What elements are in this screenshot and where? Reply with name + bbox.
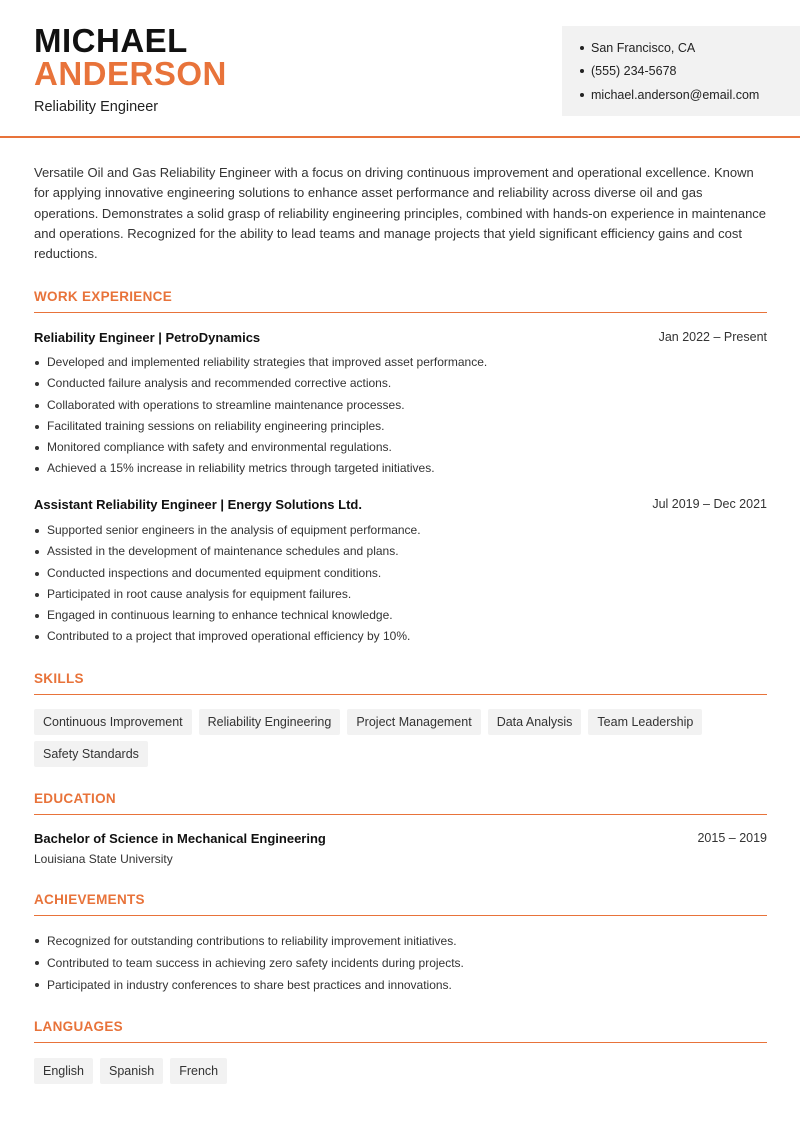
job-dates: Jan 2022 – Present	[658, 330, 767, 344]
list-item: Collaborated with operations to streamline maintenance processes.	[34, 395, 767, 416]
contact-phone-text: (555) 234-5678	[591, 64, 677, 79]
section-title-achievements: ACHIEVEMENTS	[34, 892, 767, 916]
language-tag: Spanish	[100, 1058, 163, 1084]
last-name: ANDERSON	[34, 55, 227, 92]
achievements-list	[34, 930, 767, 996]
job-bullets-2	[34, 520, 767, 648]
bullet-icon	[580, 93, 584, 97]
skill-tag: Reliability Engineering	[199, 709, 341, 735]
school: Louisiana State University	[34, 852, 173, 866]
list-item: Engaged in continuous learning to enhance technical knowledge.	[34, 605, 767, 626]
section-title-languages: LANGUAGES	[34, 1019, 767, 1043]
contact-location	[580, 36, 800, 60]
list-item: Achieved a 15% increase in reliability metrics through targeted initiatives.	[34, 458, 767, 479]
list-item: Facilitated training sessions on reliability engineering principles.	[34, 416, 767, 437]
section-title-skills: SKILLS	[34, 671, 767, 695]
contact-location-text: San Francisco, CA	[591, 40, 696, 55]
education-dates: 2015 – 2019	[697, 831, 767, 845]
list-item: Recognized for outstanding contributions to reliability improvement initiatives.	[34, 930, 767, 952]
bullet-icon	[580, 46, 584, 50]
degree: Bachelor of Science in Mechanical Engineering	[34, 831, 326, 846]
resume-header	[0, 0, 800, 138]
skills-list	[34, 709, 767, 767]
summary: Versatile Oil and Gas Reliability Engineer with a focus on driving continuous improvement and operational excellence. Known for applying innovative engineering solutions to enhance asset performance and reliability across diverse oil and gas operations. Demonstrates a solid grasp of reliability engineering principles, combined with hands-on experience in maintenance and operations. Recognized for the ability to lead teams and manage projects that yield significant efficiency gains and cost reductions.	[34, 165, 767, 262]
list-item: Monitored compliance with safety and environmental regulations.	[34, 437, 767, 458]
list-item: Conducted inspections and documented equipment conditions.	[34, 563, 767, 584]
job-role: Reliability Engineer | PetroDynamics	[34, 330, 261, 345]
contact-email	[580, 83, 800, 107]
language-tag: French	[170, 1058, 227, 1084]
language-tag: English	[34, 1058, 93, 1084]
list-item: Contributed to team success in achieving zero safety incidents during projects.	[34, 952, 767, 974]
job-bullets-1	[34, 352, 767, 480]
contact-box	[562, 26, 800, 116]
list-item: Conducted failure analysis and recommended corrective actions.	[34, 373, 767, 394]
skill-tag: Continuous Improvement	[34, 709, 192, 735]
section-title-work: WORK EXPERIENCE	[34, 289, 767, 313]
job-header-2	[34, 497, 767, 512]
bullet-icon	[580, 69, 584, 73]
list-item: Assisted in the development of maintenance schedules and plans.	[34, 541, 767, 562]
contact-email-text: michael.anderson@email.com	[591, 87, 760, 102]
list-item: Participated in root cause analysis for equipment failures.	[34, 584, 767, 605]
list-item: Supported senior engineers in the analysis of equipment performance.	[34, 520, 767, 541]
skill-tag: Project Management	[347, 709, 480, 735]
section-title-education: EDUCATION	[34, 791, 767, 815]
languages-list	[34, 1058, 767, 1084]
skill-tag: Safety Standards	[34, 741, 148, 767]
skill-tag: Data Analysis	[488, 709, 582, 735]
list-item: Participated in industry conferences to share best practices and innovations.	[34, 974, 767, 996]
job-header-1	[34, 330, 767, 345]
job-dates: Jul 2019 – Dec 2021	[652, 497, 767, 511]
education-header	[34, 831, 767, 846]
first-name: MICHAEL	[34, 22, 188, 59]
job-role: Assistant Reliability Engineer | Energy Solutions Ltd.	[34, 497, 362, 512]
skill-tag: Team Leadership	[588, 709, 702, 735]
list-item: Developed and implemented reliability strategies that improved asset performance.	[34, 352, 767, 373]
contact-phone	[580, 60, 800, 84]
job-title: Reliability Engineer	[34, 99, 159, 115]
list-item: Contributed to a project that improved operational efficiency by 10%.	[34, 626, 767, 647]
